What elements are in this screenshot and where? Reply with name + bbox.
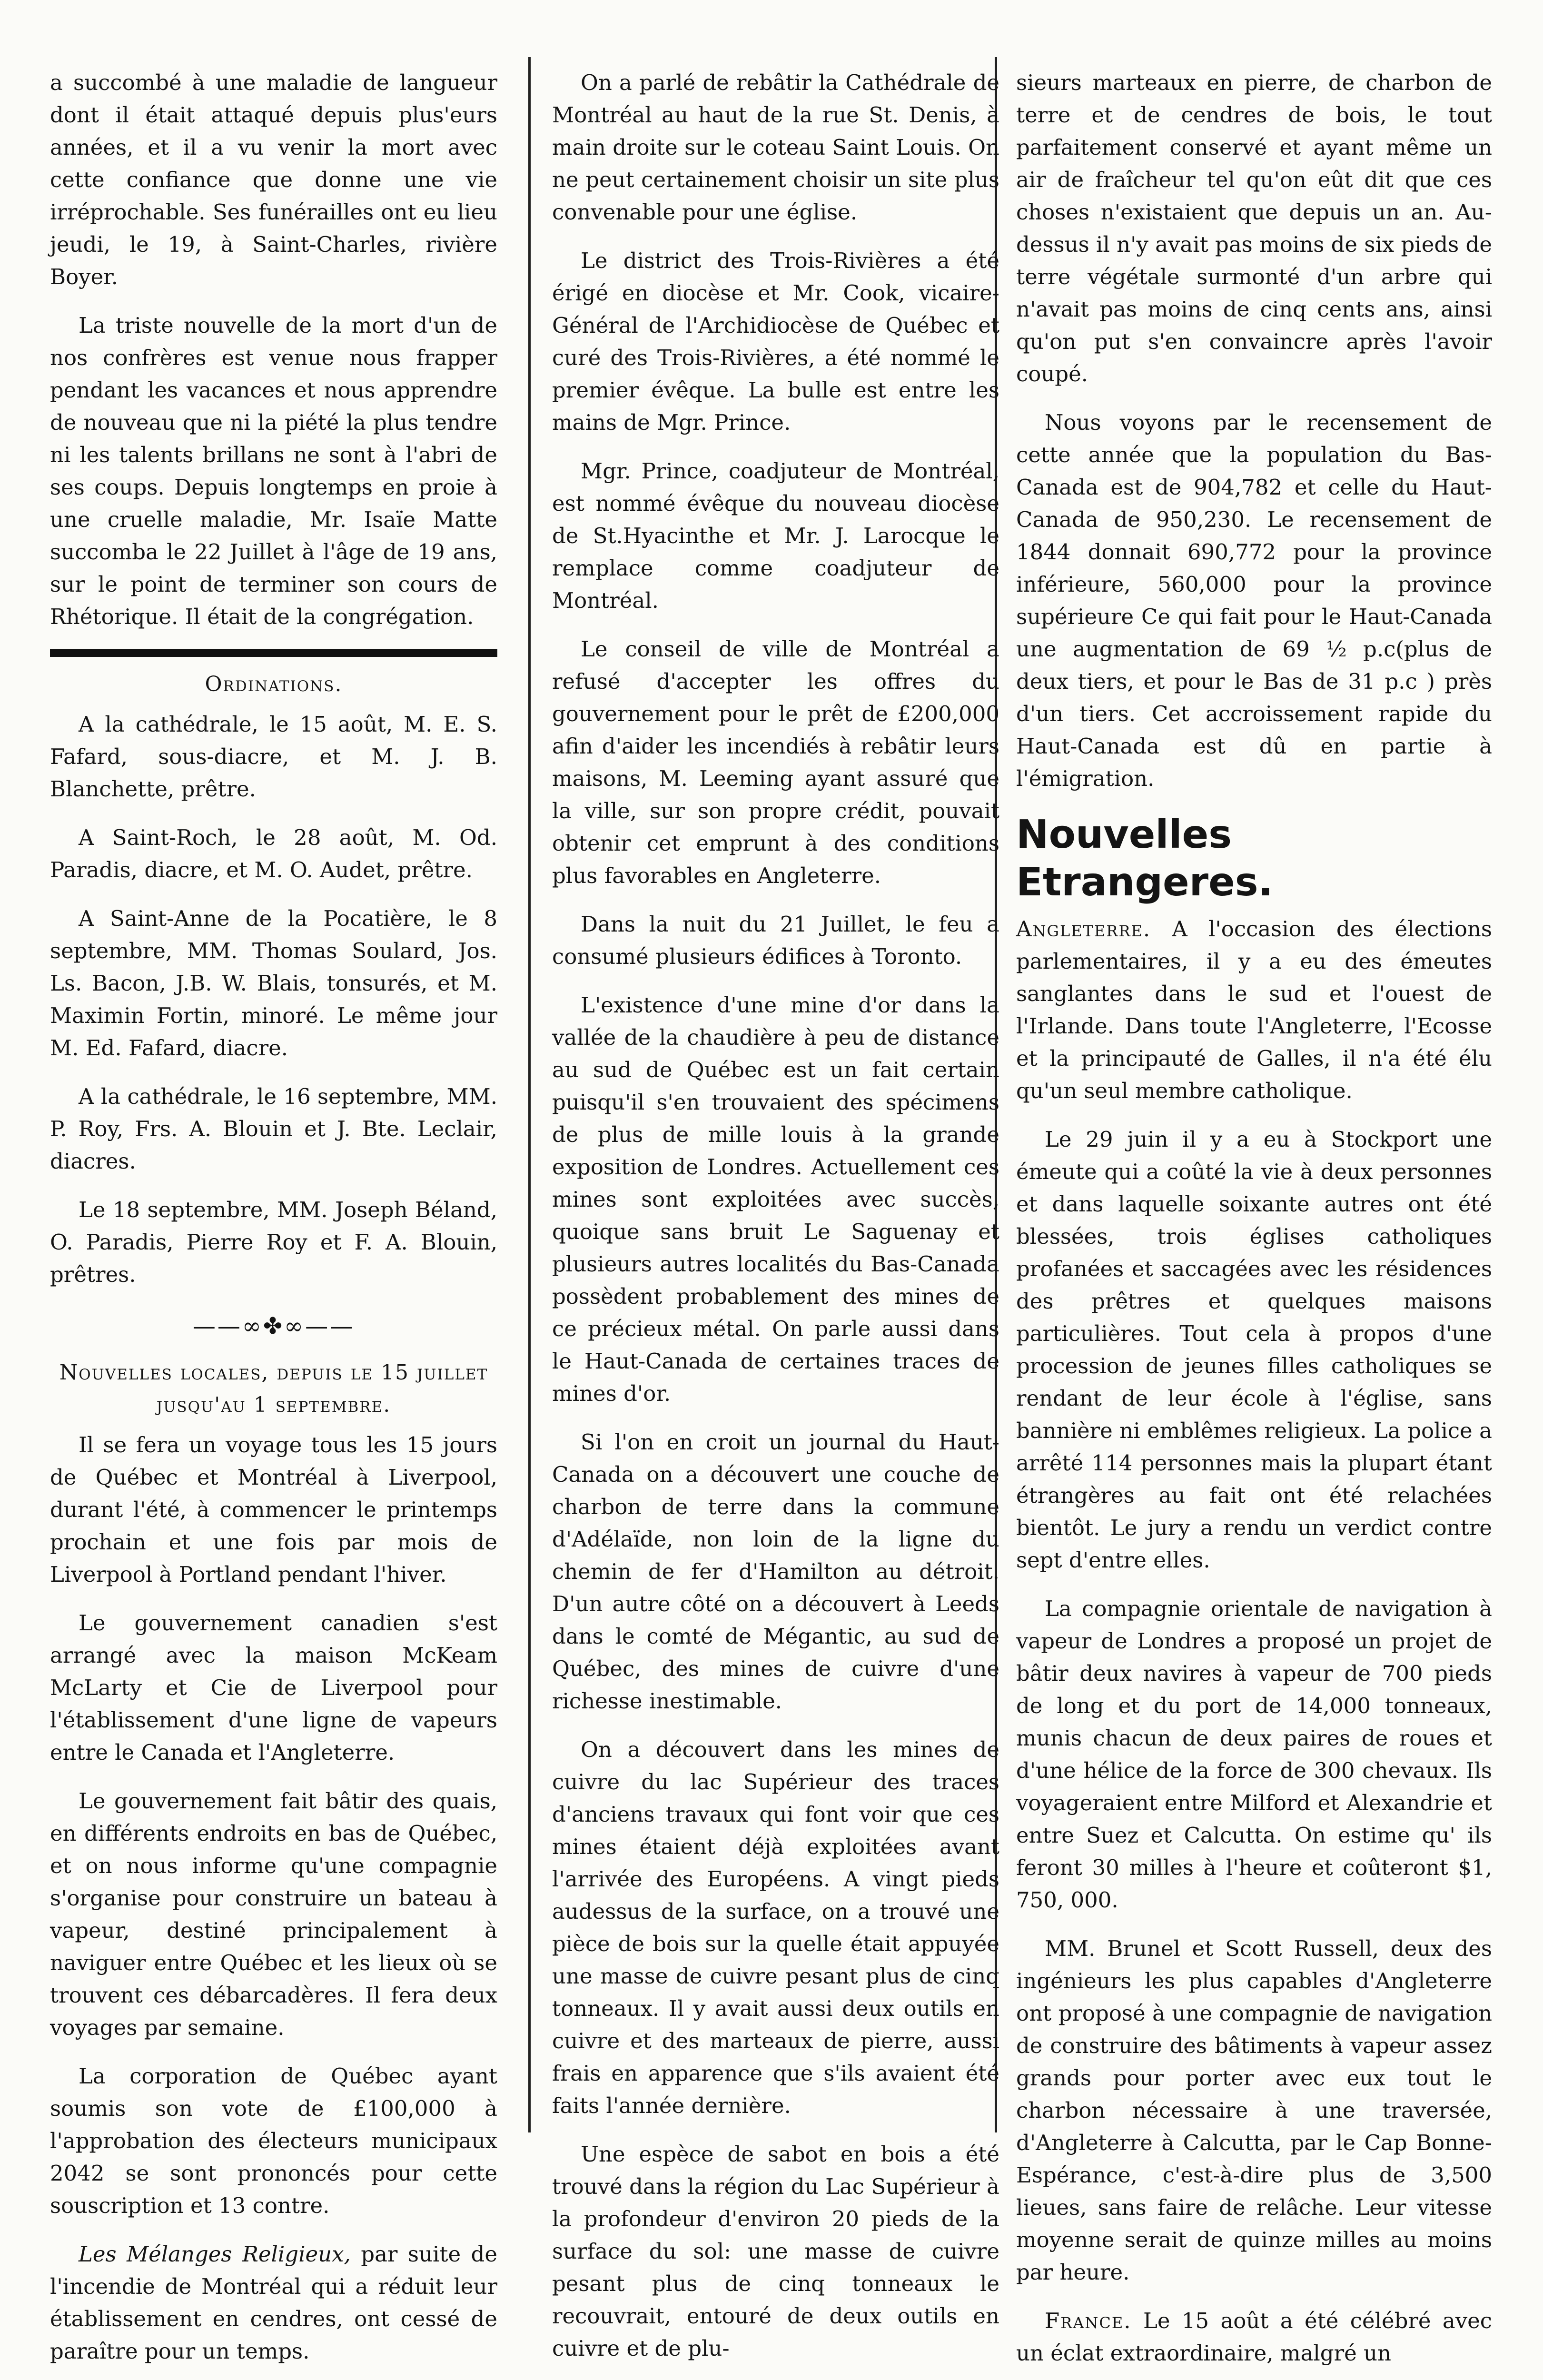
- article-paragraph: Le district des Trois-Rivières a été érigé en diocèse et Mr. Cook, vicaire-Général de l'Archidiocèse de Québec et curé des Trois-Rivières, a été nommé le premier évêque. La bulle est entre les mains de Mgr. Prince.: [552, 248, 999, 435]
- article-paragraph: MM. Brunel et Scott Russell, deux des ingénieurs les plus capables d'Angleterre ont proposé à une compagnie de navigation de construire des bâtiments à vapeur assez grands pour porter avec eux tout le charbon nécessaire à une traversée, d'Angleterre à Calcutta, par le Cap Bonne-Espérance, c'est-à-dire plus de 3,500 lieues, sans faire de relâche. Leur vitesse moyenne serait de quinze milles au moins par heure.: [1016, 1936, 1492, 2285]
- article-paragraph: a succombé à une maladie de langueur dont il était attaqué depuis plus'eurs années, et il a vu venir la mort avec cette confiance que donne une vie irréprochable. Ses funérailles ont eu lieu jeudi, le 19, à Saint-Charles, rivière Boyer.: [50, 70, 497, 289]
- article-paragraph: L'existence d'une mine d'or dans la vallée de la chaudière à peu de distance au sud de Québec est un fait certain puisqu'il s'en trouvaient des spécimens de plus de mille louis à la grande exposition de Londres. Actuellement ces mines sont exploitées avec succès, quoique sans bruit Le Saguenay et plusieurs autres localités du Bas-Canada possèdent probablement des mines de ce précieux métal. On parle aussi dans le Haut-Canada de certaines traces de mines d'or.: [552, 992, 999, 1406]
- column-2: [552, 67, 999, 2380]
- article-paragraph: Dans la nuit du 21 Juillet, le feu a consumé plusieurs édifices à Toronto.: [552, 912, 999, 969]
- article-paragraph: Nous voyons par le recensement de cette année que la population du Bas-Canada est de 904,782 et celle du Haut-Canada de 950,230. Le recensement de 1844 donnait 690,772 pour la province inférieure, 560,000 pour la province supérieure Ce qui fait pour le Haut-Canada une augmentation de 69 ½ p.c(plus de deux tiers, et pour le Bas de 31 p.c ) près d'un tiers. Cet accroissement rapide du Haut-Canada est dû en partie à l'émigration.: [1016, 410, 1492, 791]
- article-paragraph: On a parlé de rebâtir la Cathédrale de Montréal au haut de la rue St. Denis, à main droite sur le coteau Saint Louis. On ne peut certainement choisir un site plus convenable pour une église.: [552, 70, 999, 225]
- article-paragraph: [50, 2238, 497, 2368]
- article-paragraph: Le 29 juin il y a eu à Stockport une émeute qui a coûté la vie à deux personnes et dans laquelle soixante autres ont été blessées, trois églises catholiques profanées et saccagées avec les résidences des prêtres et quelques maisons particulières. Tout cela à propos d'une procession de jeunes filles catholiques se rendant de leur école à l'église, sans bannière ni emblêmes religieux. La police a arrêté 114 personnes mais la plupart étant étrangères au fait ont été relachées bientôt. Le jury a rendu un verdict contre sept d'entre elles.: [1016, 1127, 1492, 1573]
- article-paragraph: On a découvert dans les mines de cuivre du lac Supérieur des traces d'anciens travaux qui font voir que ces mines étaient déjà exploitées avant l'arrivée des Européens. A vingt pieds audessus de la surface, on a trouvé une pièce de bois sur la quelle était appuyée une masse de cuivre pesant plus de cinq tonneaux. Il y avait aussi deux outils en cuivre et des marteaux de pierre, aussi frais en apparence que s'ils avaient été faits l'année dernière.: [552, 1737, 999, 2118]
- article-paragraph: Le conseil de ville de Montréal a refusé d'accepter les offres du gouvernement pour le prêt de £200,000 afin d'aider les incendiés à rebâtir leurs maisons, M. Leeming ayant assuré que la ville, sur son propre crédit, pouvait obtenir cet emprunt à des conditions plus favorables en Angleterre.: [552, 636, 999, 888]
- article-paragraph: Une espèce de sabot en bois a été trouvé dans la région du Lac Supérieur à la profondeur d'environ 20 pieds de la surface du sol: une masse de cuivre pesant plus de cinq tonneaux le recouvrait, entouré de deux outils en cuivre et de plu-: [552, 2142, 999, 2361]
- article-paragraph: La corporation de Québec ayant soumis son vote de £100,000 à l'approbation des électeurs municipaux 2042 se sont prononcés pour cette souscription et 13 contre.: [50, 2063, 497, 2218]
- article-paragraph: [1016, 2305, 1492, 2370]
- ordination-item: A Saint-Anne de la Pocatière, le 8 septembre, MM. Thomas Soulard, Jos. Ls. Bacon, J.B. W. Blais, tonsurés, et M. Maximin Fortin, minoré. Le même jour M. Ed. Fafard, diacre.: [50, 906, 497, 1061]
- article-paragraph: [1016, 913, 1492, 1107]
- ordination-item: Le 18 septembre, MM. Joseph Béland, O. Paradis, Pierre Roy et F. A. Blouin, prêtres.: [50, 1197, 497, 1287]
- article-paragraph: Le gouvernement fait bâtir des quais, en différents endroits en bas de Québec, et on nous informe qu'une compagnie s'organise pour construire un bateau à vapeur, destiné principalement à naviguer entre Québec et les lieux où se trouvent ces débarcadères. Il fera deux voyages par semaine.: [50, 1788, 497, 2040]
- ordination-item: A Saint-Roch, le 28 août, M. Od. Paradis, diacre, et M. O. Audet, prêtre.: [50, 825, 497, 883]
- article-paragraph: Il se fera un voyage tous les 15 jours de Québec et Montréal à Liverpool, durant l'été, à commencer le printemps prochain et une fois par mois de Liverpool à Portland pendant l'hiver.: [50, 1432, 497, 1587]
- ornament-divider: ——∞✤∞——: [192, 1313, 355, 1339]
- section-title-nouvelles-locales: Nouvelles locales, depuis le 15 juillet jusqu'au 1 septembre.: [59, 1360, 488, 1417]
- section-title-ordinations: Ordinations.: [205, 672, 343, 696]
- country-label: France.: [1045, 2308, 1132, 2333]
- column-3: [1016, 67, 1492, 2380]
- article-paragraph: Mgr. Prince, coadjuteur de Montréal, est nommé évêque du nouveau diocèse de St.Hyacinthe et Mr. J. Larocque le remplace comme coadjuteur de Montréal.: [552, 458, 999, 613]
- column-1: [50, 67, 497, 2380]
- publication-name: Les Mélanges Religieux,: [79, 2241, 351, 2267]
- article-paragraph: sieurs marteaux en pierre, de charbon de terre et de cendres de bois, le tout parfaitement conservé et ayant même un air de fraîcheur tel qu'on eût dit que ces choses n'existaient que depuis un an. Au-dessus il n'y avait pas moins de six pieds de terre végétale surmonté d'un arbre qui n'avait pas moins de cinq cents ans, ainsi qu'on put s'en convaincre après l'avoir coupé.: [1016, 70, 1492, 387]
- paragraph-text: Le 15 août a été célébré avec un éclat extraordinaire, malgré un: [1016, 2308, 1492, 2366]
- paragraph-text: par suite de l'incendie de Montréal qui a réduit leur établissement en cendres, ont cessé de paraître pour un temps.: [50, 2241, 497, 2364]
- article-paragraph: La compagnie orientale de navigation à vapeur de Londres a proposé un projet de bâtir deux navires à vapeur de 700 pieds de long et du port de 14,000 tonneaux, munis chacun de deux paires de roues et d'une hélice de la force de 300 chevaux. Ils voyageraient entre Milford et Alexandrie et entre Suez et Calcutta. On estime qu' ils feront 30 milles à l'heure et coûteront $1, 750, 000.: [1016, 1596, 1492, 1913]
- section-divider-bar: [50, 649, 497, 657]
- article-paragraph: Le gouvernement canadien s'est arrangé avec la maison McKeam McLarty et Cie de Liverpool pour l'établissement d'une ligne de vapeurs entre le Canada et l'Angleterre.: [50, 1610, 497, 1765]
- column-rule: [528, 57, 531, 2132]
- ordination-item: A la cathédrale, le 16 septembre, MM. P. Roy, Frs. A. Blouin et J. Bte. Leclair, diacres.: [50, 1084, 497, 1174]
- article-paragraph: Si l'on en croit un journal du Haut-Canada on a découvert une couche de charbon de terre dans la commune d'Adélaïde, non loin de la ligne du chemin de fer d'Hamilton au détroit. D'un autre côté on a découvert à Leeds dans le comté de Mégantic, au sud de Québec, des mines de cuivre d'une richesse inestimable.: [552, 1429, 999, 1714]
- country-label: Angleterre.: [1016, 916, 1151, 942]
- ordination-item: A la cathédrale, le 15 août, M. E. S. Fafard, sous-diacre, et M. J. B. Blanchette, prêtre.: [50, 712, 497, 802]
- article-paragraph: La triste nouvelle de la mort d'un de nos confrères est venue nous frapper pendant les vacances et nous apprendre de nouveau que ni la piété la plus tendre ni les talents brillans ne sont à l'abri de ses coups. Depuis longtemps en proie à une cruelle maladie, Mr. Isaïe Matte succomba le 22 Juillet à l'âge de 19 ans, sur le point de terminer son cours de Rhétorique. Il était de la congrégation.: [50, 313, 497, 629]
- section-heading-nouvelles-etrangeres: Nouvelles Etrangeres.: [1016, 812, 1273, 905]
- paragraph-text: A l'occasion des élections parlementaires, il y a eu des émeutes sanglantes dans le sud et l'ouest de l'Irlande. Dans toute l'Angleterre, l'Ecosse et la principauté de Galles, il n'a été élu qu'un seul membre catholique.: [1016, 916, 1492, 1103]
